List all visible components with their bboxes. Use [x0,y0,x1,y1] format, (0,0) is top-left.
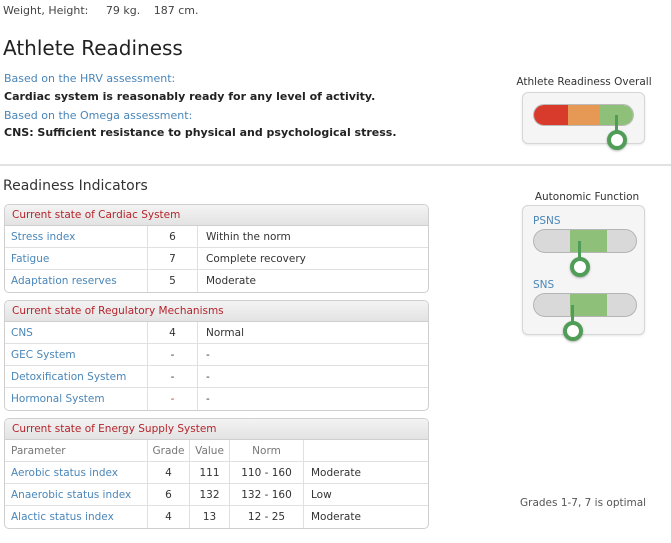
fatigue-grade: 7 [148,248,198,269]
col-parameter: Parameter [5,440,148,461]
alactic-status-value: 13 [190,506,230,528]
weight-value: 79 kg. [105,4,141,17]
fatigue-desc: Complete recovery [206,253,306,265]
detoxification-system-grade: - [148,366,198,387]
aerobic-status-norm: 110 - 160 [230,462,304,483]
psns-bar [533,229,637,253]
alactic-status-norm: 12 - 25 [230,506,304,528]
adaptation-reserves-desc: Moderate [206,275,256,287]
table-row [5,366,428,388]
page-title: Athlete Readiness [3,36,183,60]
cardiac-system-panel [4,204,429,293]
table-row [5,226,428,248]
adaptation-reserves-link[interactable]: Adaptation reserves [5,270,148,292]
hrv-assessment-result: Cardiac system is reasonably ready for any level of activity. [4,90,376,103]
stress-index-grade: 6 [148,226,198,247]
sns-marker [563,321,583,341]
gec-system-grade: - [148,344,198,365]
adaptation-reserves-grade: 5 [148,270,198,292]
alactic-status-desc: Moderate [311,511,361,523]
section-divider [0,164,671,166]
table-row [5,506,428,528]
aerobic-status-grade: 4 [148,462,190,483]
energy-supply-title: Current state of Energy Supply System [5,419,428,440]
grades-note: Grades 1-7, 7 is optimal [520,497,647,509]
table-row [5,322,428,344]
psns-marker [570,257,590,277]
table-row [5,462,428,484]
detoxification-system-link[interactable]: Detoxification System [5,366,148,387]
aerobic-status-link[interactable]: Aerobic status index [5,462,148,483]
cardiac-system-title: Current state of Cardiac System [5,205,428,226]
readiness-segment-low [534,105,568,125]
height-value: 187 cm. [153,4,199,17]
anaerobic-status-link[interactable]: Anaerobic status index [5,484,148,505]
table-row [5,270,428,292]
readiness-indicators-title: Readiness Indicators [3,178,148,194]
autonomic-function-label: Autonomic Function [534,191,640,203]
psns-range [570,230,608,252]
hrv-assessment-link[interactable]: Based on the HRV assessment: [4,72,176,85]
stress-index-desc: Within the norm [206,231,291,243]
anaerobic-status-norm: 132 - 160 [230,484,304,505]
cns-link[interactable]: CNS [5,322,148,343]
table-header-row [5,440,428,462]
cns-grade: 4 [148,322,198,343]
hormonal-system-desc: - [206,393,210,405]
sns-range [570,294,608,316]
anaerobic-status-desc: Low [311,489,332,501]
overall-readiness-marker [607,130,627,150]
stress-index-link[interactable]: Stress index [5,226,148,247]
psns-label: PSNS [533,215,561,227]
col-grade: Grade [148,440,190,461]
table-row [5,248,428,270]
col-norm: Norm [230,440,304,461]
cns-desc: Normal [206,327,244,339]
sns-bar [533,293,637,317]
alactic-status-grade: 4 [148,506,190,528]
detoxification-system-desc: - [206,371,210,383]
overall-readiness-gauge [522,92,645,144]
weight-height-label: Weight, Height: [3,4,89,17]
omega-assessment-link[interactable]: Based on the Omega assessment: [4,109,193,122]
anaerobic-status-value: 132 [190,484,230,505]
table-row [5,388,428,410]
readiness-segment-medium [568,105,601,125]
table-row [5,484,428,506]
col-value: Value [190,440,230,461]
regulatory-mechanisms-panel [4,300,429,411]
overall-readiness-label: Athlete Readiness Overall [516,76,652,88]
alactic-status-link[interactable]: Alactic status index [5,506,148,528]
gec-system-link[interactable]: GEC System [5,344,148,365]
aerobic-status-value: 111 [190,462,230,483]
col-status [304,440,428,461]
sns-label: SNS [533,279,555,291]
regulatory-mechanisms-title: Current state of Regulatory Mechanisms [5,301,428,322]
fatigue-link[interactable]: Fatigue [5,248,148,269]
hormonal-system-grade: - [148,388,198,410]
overall-readiness-bar [533,104,634,126]
gec-system-desc: - [206,349,210,361]
omega-assessment-result: CNS: Sufficient resistance to physical and psychological stress. [4,126,397,139]
hormonal-system-link[interactable]: Hormonal System [5,388,148,410]
weight-height-line [3,4,209,17]
table-row [5,344,428,366]
autonomic-function-gauge [522,205,645,335]
aerobic-status-desc: Moderate [311,467,361,479]
anaerobic-status-grade: 6 [148,484,190,505]
energy-supply-panel [4,418,429,529]
